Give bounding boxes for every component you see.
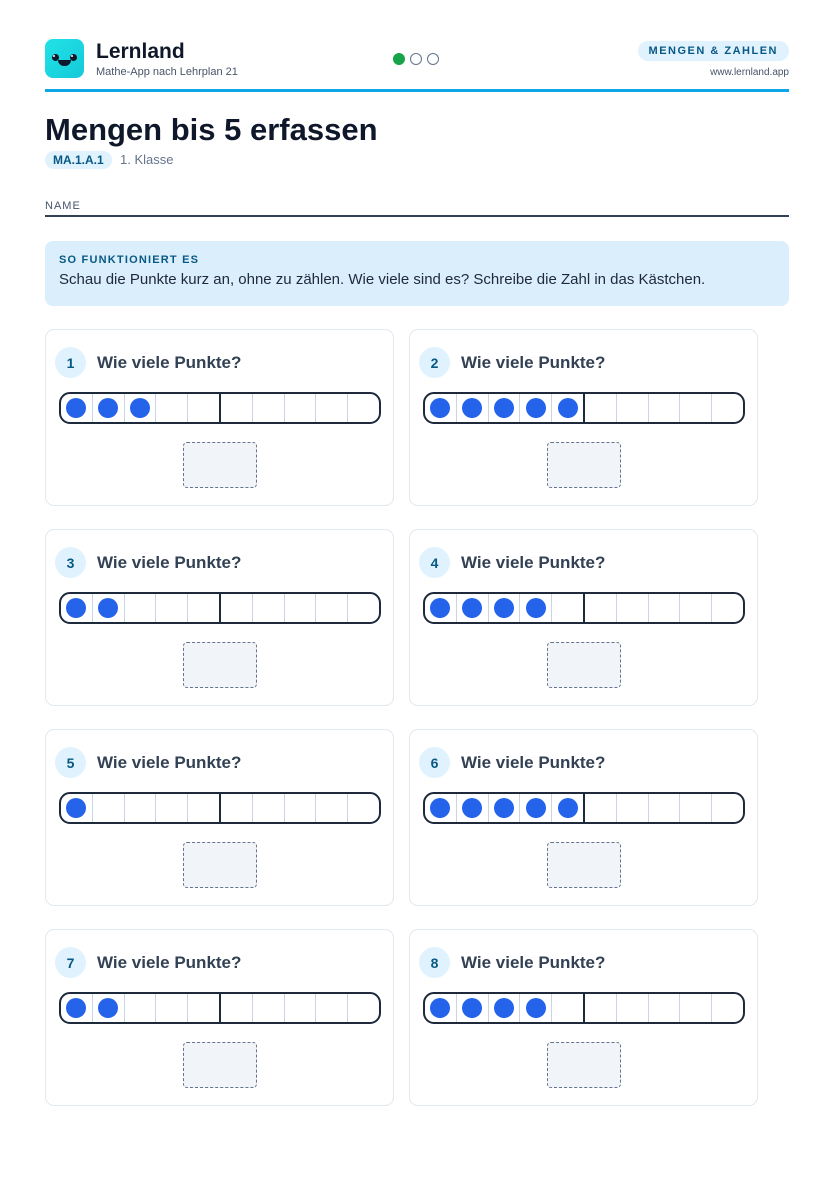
ten-frame-cell (348, 594, 379, 622)
task-question: Wie viele Punkte? (97, 553, 242, 572)
ten-frame-cell (585, 794, 617, 822)
ten-frame (59, 792, 381, 824)
ten-frame-cell (93, 394, 125, 422)
ten-frame-cell (221, 794, 253, 822)
smiley-face-icon (45, 39, 84, 78)
task-question: Wie viele Punkte? (461, 953, 606, 972)
task-question: Wie viele Punkte? (97, 353, 242, 372)
task-card (45, 729, 394, 906)
task-card (409, 929, 758, 1106)
task-card (409, 329, 758, 506)
ten-frame-cell (316, 394, 348, 422)
ten-frame-cell (253, 994, 285, 1022)
ten-frame-cell (348, 394, 379, 422)
ten-frame-cell (61, 394, 93, 422)
ten-frame-cell (285, 994, 317, 1022)
dot-counter (66, 598, 86, 618)
ten-frame-cell (125, 794, 157, 822)
name-label: NAME (45, 200, 81, 212)
ten-frame-cell (285, 594, 317, 622)
dot-counter (558, 398, 578, 418)
ten-frame-cell (489, 594, 521, 622)
dot-counter (430, 598, 450, 618)
ten-frame-cell (253, 794, 285, 822)
name-field[interactable] (45, 215, 789, 217)
task-question: Wie viele Punkte? (97, 953, 242, 972)
ten-frame-cell (585, 594, 617, 622)
ten-frame-cell (188, 794, 221, 822)
ten-frame-cell (680, 594, 712, 622)
ten-frame-cell (156, 794, 188, 822)
ten-frame-cell (617, 594, 649, 622)
dot-counter (98, 598, 118, 618)
instructions-box (45, 241, 789, 306)
ten-frame-cell (457, 594, 489, 622)
ten-frame-cell (712, 594, 743, 622)
task-number: 5 (55, 747, 86, 778)
dot-counter (526, 798, 546, 818)
instructions-title: SO FUNKTIONIERT ES (59, 254, 200, 266)
ten-frame-cell (712, 394, 743, 422)
ten-frame (423, 792, 745, 824)
dot-counter (526, 598, 546, 618)
dot-counter (98, 398, 118, 418)
ten-frame-cell (61, 994, 93, 1022)
ten-frame-cell (680, 794, 712, 822)
dot-counter (494, 598, 514, 618)
task-number: 4 (419, 547, 450, 578)
ten-frame-cell (457, 394, 489, 422)
ten-frame-cell (253, 594, 285, 622)
dot-counter (462, 598, 482, 618)
ten-frame-cell (188, 394, 221, 422)
ten-frame-cell (680, 394, 712, 422)
ten-frame-cell (425, 994, 457, 1022)
ten-frame (59, 592, 381, 624)
ten-frame-cell (457, 994, 489, 1022)
ten-frame-cell (649, 994, 681, 1022)
dot-counter (462, 398, 482, 418)
dot-counter (526, 998, 546, 1018)
dot-counter (66, 398, 86, 418)
ten-frame-cell (520, 394, 552, 422)
dot-counter (430, 998, 450, 1018)
dot-counter (66, 998, 86, 1018)
dot-counter (98, 998, 118, 1018)
header (45, 38, 789, 92)
ten-frame-cell (221, 994, 253, 1022)
website-url: www.lernland.app (710, 67, 789, 78)
ten-frame-cell (617, 794, 649, 822)
answer-box[interactable] (547, 842, 621, 888)
task-card (45, 329, 394, 506)
ten-frame-cell (285, 394, 317, 422)
task-card (45, 529, 394, 706)
ten-frame-cell (425, 794, 457, 822)
ten-frame-cell (125, 594, 157, 622)
task-question: Wie viele Punkte? (97, 753, 242, 772)
ten-frame-cell (61, 794, 93, 822)
ten-frame (59, 392, 381, 424)
answer-box[interactable] (547, 642, 621, 688)
dot-counter (130, 398, 150, 418)
dot-counter (494, 398, 514, 418)
ten-frame-cell (316, 594, 348, 622)
answer-box[interactable] (547, 442, 621, 488)
ten-frame-cell (156, 394, 188, 422)
task-card (409, 529, 758, 706)
answer-box[interactable] (183, 842, 257, 888)
ten-frame-cell (188, 594, 221, 622)
ten-frame-cell (489, 394, 521, 422)
ten-frame (59, 992, 381, 1024)
ten-frame-cell (617, 394, 649, 422)
ten-frame-cell (221, 394, 253, 422)
task-number: 8 (419, 947, 450, 978)
instructions-text: Schau die Punkte kurz an, ohne zu zählen. Wie viele sind es? Schreibe die Zahl in das Kästchen. (59, 271, 706, 288)
answer-box[interactable] (183, 642, 257, 688)
ten-frame-cell (188, 994, 221, 1022)
ten-frame-cell (585, 994, 617, 1022)
ten-frame-cell (316, 794, 348, 822)
ten-frame-cell (156, 594, 188, 622)
answer-box[interactable] (547, 1042, 621, 1088)
task-question: Wie viele Punkte? (461, 753, 606, 772)
progress-dot (410, 53, 422, 65)
ten-frame-cell (253, 394, 285, 422)
dot-counter (494, 798, 514, 818)
ten-frame-cell (712, 994, 743, 1022)
dot-counter (558, 798, 578, 818)
progress-dot (393, 53, 405, 65)
task-number: 3 (55, 547, 86, 578)
task-question: Wie viele Punkte? (461, 553, 606, 572)
dot-counter (526, 398, 546, 418)
ten-frame-cell (680, 994, 712, 1022)
page-title: Mengen bis 5 erfassen (45, 112, 378, 147)
ten-frame-cell (489, 794, 521, 822)
ten-frame-cell (649, 594, 681, 622)
header-divider (45, 89, 789, 92)
ten-frame-cell (649, 794, 681, 822)
ten-frame-cell (489, 994, 521, 1022)
progress-dot (427, 53, 439, 65)
dot-counter (462, 998, 482, 1018)
ten-frame-cell (617, 994, 649, 1022)
ten-frame-cell (457, 794, 489, 822)
grade-label: 1. Klasse (120, 152, 174, 167)
ten-frame (423, 592, 745, 624)
brand-name: Lernland (96, 40, 185, 63)
ten-frame-cell (649, 394, 681, 422)
ten-frame-cell (125, 394, 157, 422)
ten-frame-cell (585, 394, 617, 422)
ten-frame-cell (520, 994, 552, 1022)
dot-counter (462, 798, 482, 818)
ten-frame-cell (125, 994, 157, 1022)
progress-indicator (393, 53, 439, 65)
task-number: 7 (55, 947, 86, 978)
ten-frame-cell (348, 994, 379, 1022)
dot-counter (494, 998, 514, 1018)
ten-frame-cell (93, 994, 125, 1022)
ten-frame-cell (552, 594, 585, 622)
topic-badge: MENGEN & ZAHLEN (638, 41, 789, 61)
dot-counter (430, 398, 450, 418)
task-number: 1 (55, 347, 86, 378)
ten-frame-cell (712, 794, 743, 822)
ten-frame-cell (221, 594, 253, 622)
task-number: 6 (419, 747, 450, 778)
task-question: Wie viele Punkte? (461, 353, 606, 372)
ten-frame-cell (552, 394, 585, 422)
ten-frame-cell (93, 794, 125, 822)
ten-frame-cell (520, 794, 552, 822)
ten-frame-cell (520, 594, 552, 622)
ten-frame-cell (425, 594, 457, 622)
ten-frame-cell (61, 594, 93, 622)
brand-subtitle: Mathe-App nach Lehrplan 21 (96, 66, 238, 78)
task-card (409, 729, 758, 906)
ten-frame-cell (316, 994, 348, 1022)
answer-box[interactable] (183, 442, 257, 488)
ten-frame (423, 992, 745, 1024)
ten-frame-cell (156, 994, 188, 1022)
ten-frame-cell (552, 994, 585, 1022)
ten-frame-cell (552, 794, 585, 822)
task-number: 2 (419, 347, 450, 378)
ten-frame (423, 392, 745, 424)
ten-frame-cell (285, 794, 317, 822)
dot-counter (66, 798, 86, 818)
ten-frame-cell (425, 394, 457, 422)
answer-box[interactable] (183, 1042, 257, 1088)
ten-frame-cell (348, 794, 379, 822)
ten-frame-cell (93, 594, 125, 622)
dot-counter (430, 798, 450, 818)
curriculum-code-badge: MA.1.A.1 (45, 151, 112, 169)
task-card (45, 929, 394, 1106)
